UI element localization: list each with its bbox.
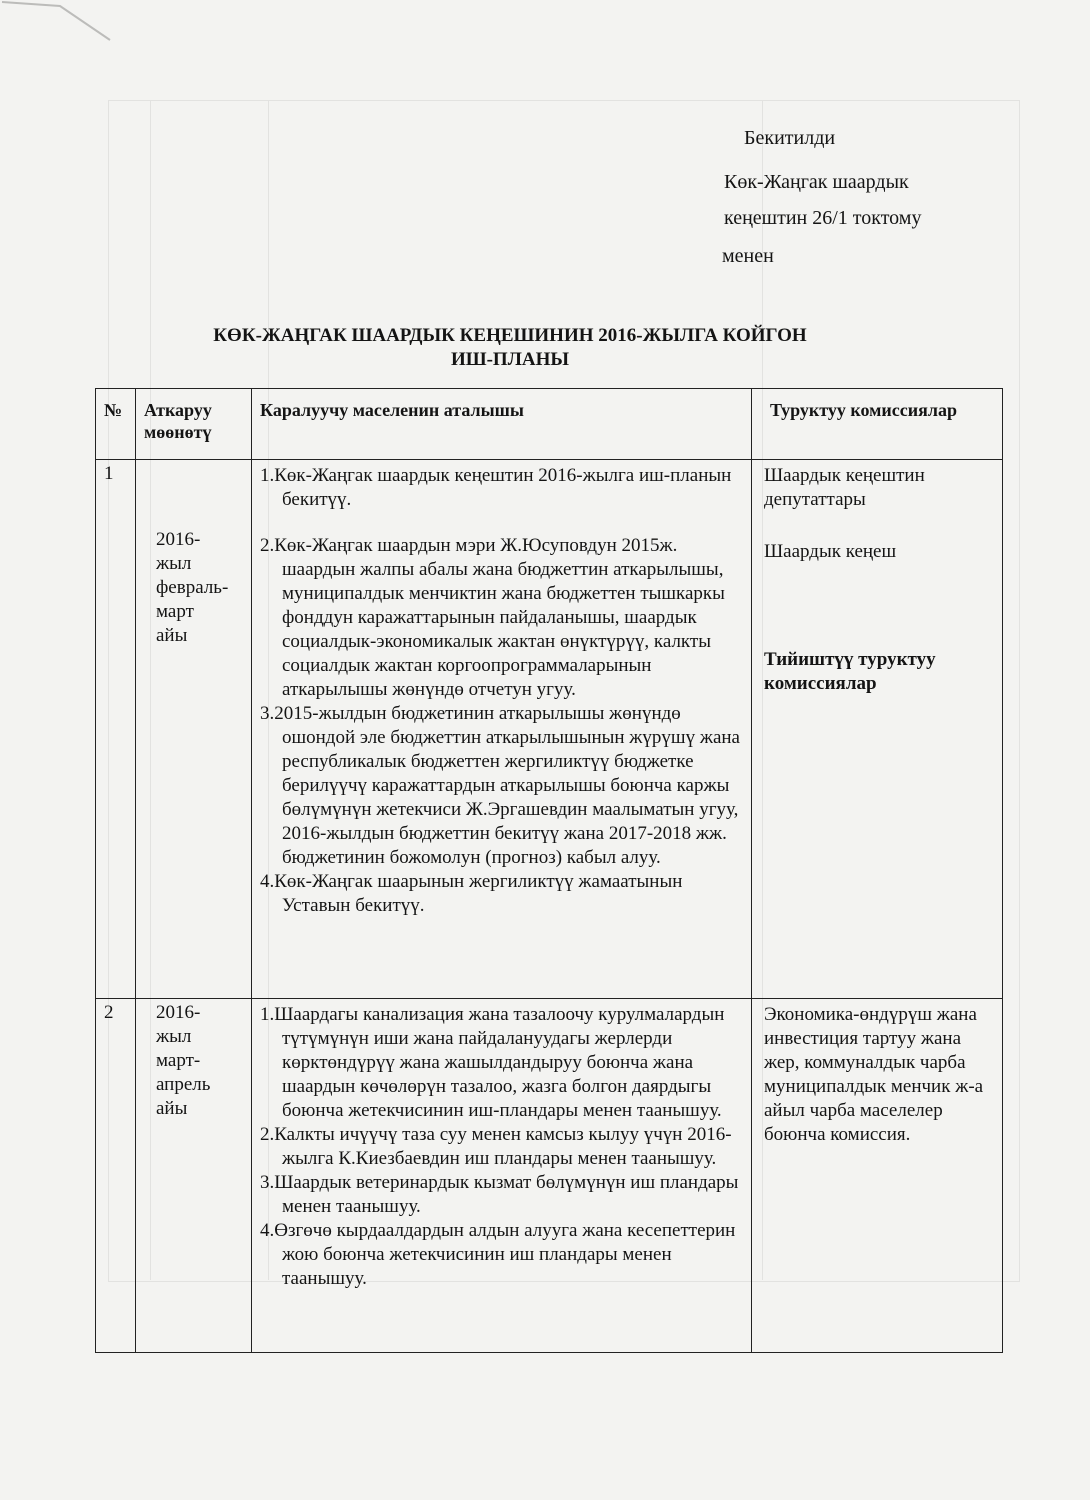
header-committee: Туруктуу комиссиялар: [752, 389, 1003, 460]
topic-item: 4.Өзгөчө кырдаалдардын алдын алууга жана кесепеттерин жою боюнча жетекчисинин иш пландары менен таанышуу.: [260, 1220, 736, 1289]
document-title: [130, 324, 890, 372]
title-line: ИШ-ПЛАНЫ: [450, 349, 570, 370]
table-row: [96, 460, 1003, 999]
committee-text: Шаардык кеңештин депутаттары: [764, 465, 925, 510]
committee-text: Тийиштүү туруктуу комиссиялар: [764, 649, 936, 694]
row-topics: [252, 999, 752, 1353]
row-period: [136, 999, 252, 1353]
topic-item: 3.Шаардык ветеринардык кызмат бөлүмүнүн иш пландары менен таанышуу.: [260, 1172, 739, 1217]
work-plan-table: [95, 388, 1003, 1353]
approval-line: кеңештин 26/1 токтому: [724, 207, 922, 229]
period-text: 2016- жыл март- апрель айы: [156, 1002, 211, 1119]
table-row: [96, 999, 1003, 1353]
row-topics: [252, 460, 752, 999]
approval-line: Көк-Жаңгак шаардык: [724, 171, 909, 193]
row-committees: [752, 999, 1003, 1353]
row-committees: [752, 460, 1003, 999]
period-text: 2016- жыл февраль- март айы: [156, 529, 229, 646]
row-period: [136, 460, 252, 999]
row-number: 1: [96, 460, 136, 999]
header-period: Аткаруу мөөнөтү: [136, 389, 252, 460]
header-topic: Каралуучу маселенин аталышы: [252, 389, 752, 460]
table-header-row: [96, 389, 1003, 460]
title-line: КӨК-ЖАҢГАК ШААРДЫК КЕҢЕШИНИН 2016-ЖЫЛГА КОЙГОН: [213, 325, 807, 346]
topic-item: 3.2015-жылдын бюджетинин аткарылышы жөнүндө ошондой эле бюджеттин аткарылышынын жүрүшү жана республикалык бюджеттен жергиликтүү бюджетке берилүүчү каражаттардын аткарылышы боюнча каржы бөлүмүнүн жетекчиси Ж.Эргашевдин маалыматын угуу, 2016-жылдын бюджеттин бекитүү жана 2017-2018 жж. бюджетинин божомолун (прогноз) кабыл алуу.: [260, 703, 740, 868]
topic-item: 4.Көк-Жаңгак шаарынын жергиликтүү жамаатынын Уставын бекитүү.: [260, 871, 683, 916]
committee-text: Экономика-өндүрүш жана инвестиция тартуу жана жер, коммуналдык чарба муниципалдык менчик ж-а айыл чарба маселелер боюнча комиссия.: [764, 1004, 984, 1145]
approval-line: Бекитилди: [744, 127, 836, 149]
committee-text: Шаардык кеңеш: [764, 541, 897, 562]
topic-item: 1.Көк-Жаңгак шаардык кеңештин 2016-жылга иш-планын бекитүү.: [260, 465, 732, 510]
approval-line: менен: [722, 245, 774, 267]
corner-scuff: [0, 0, 120, 60]
topic-item: 2.Калкты ичүүчү таза суу менен камсыз кылуу үчүн 2016-жылга К.Киезбаевдин иш пландары менен таанышуу.: [260, 1124, 732, 1169]
topic-list: [252, 999, 751, 1295]
topic-list: [252, 460, 751, 922]
row-number: 2: [96, 999, 136, 1353]
header-num: №: [96, 389, 136, 460]
topic-item: 1.Шаардагы канализация жана тазалоочу курулмалардын түтүмүнүн иши жана пайдалануудагы жерлерди көрктөндүрүү жана жашылдандыруу боюнча жана шаардын көчөлөрүн тазалоо, жазга болгон даярдыгы боюнча жетекчисинин иш-пландары менен таанышуу.: [260, 1004, 725, 1121]
topic-item: 2.Көк-Жаңгак шаардын мэри Ж.Юсуповдун 2015ж. шаардын жалпы абалы жана бюджеттин аткарылышы, муниципалдык менчиктин жана бюджеттен тышкаркы фонддун каражаттарынын пайдаланышы, шаардык социалдык-экономикалык жактан өнүктүрүү, калкты социалдык жактан коргоопрограммаларынын аткарылышы жөнүндө отчетун угуу.: [260, 535, 725, 700]
